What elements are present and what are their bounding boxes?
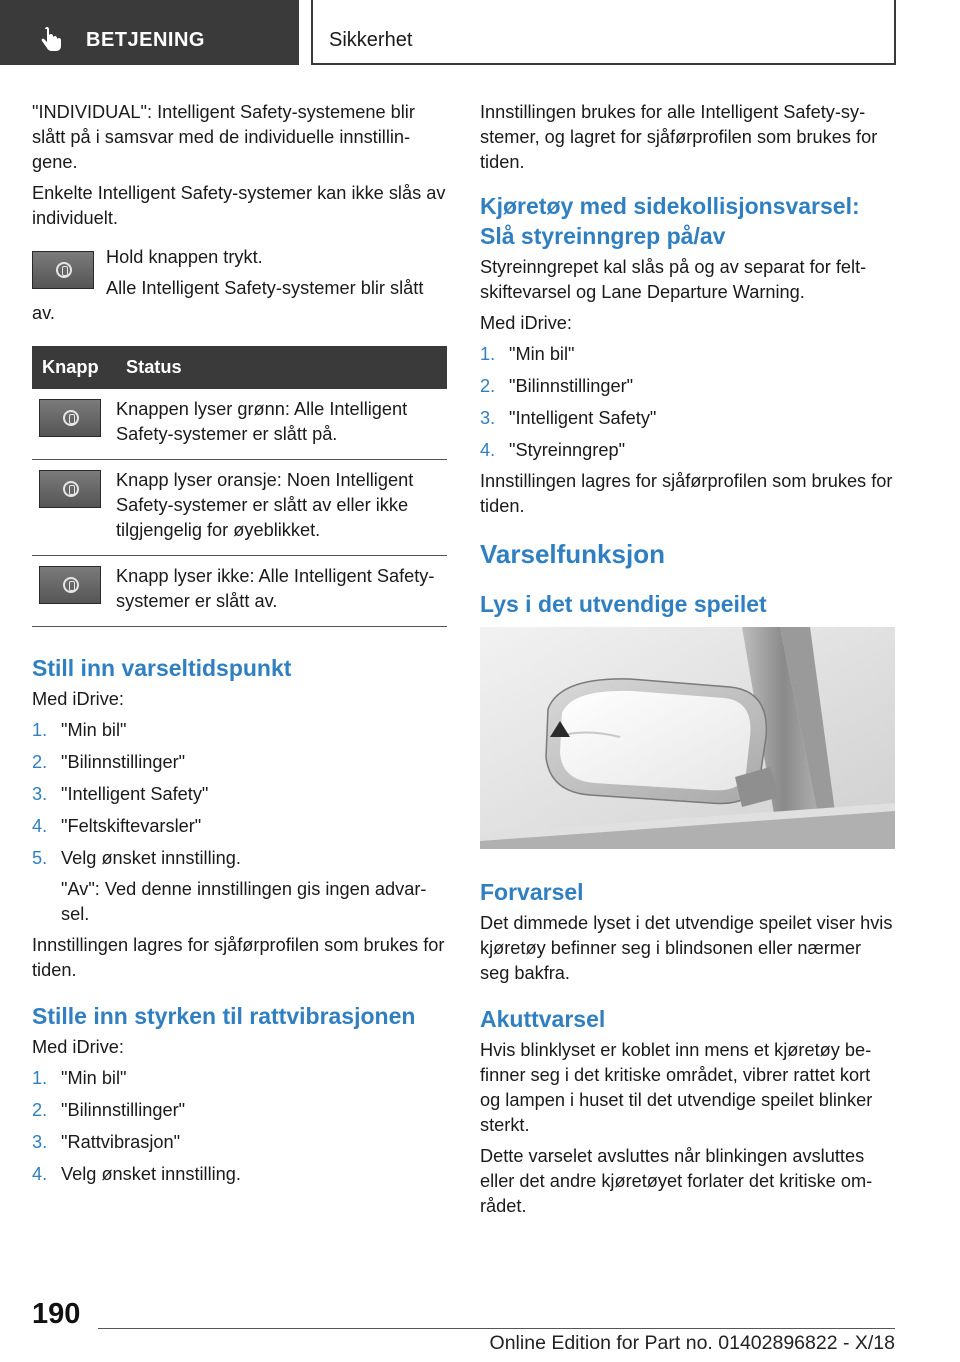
list-item: 2. "Bilinnstillinger" xyxy=(32,752,186,772)
side-mirror-illustration xyxy=(480,627,895,849)
med-idrive-label: Med iDrive: xyxy=(480,313,572,333)
page-number: 190 xyxy=(32,1298,81,1330)
heading-akuttvarsel: Akuttvarsel xyxy=(480,1006,606,1032)
section-tab xyxy=(0,0,299,65)
right-column xyxy=(480,100,895,1225)
hold-instruction: Hold knappen trykt. xyxy=(106,247,263,267)
list-item: 1. "Min bil" xyxy=(480,344,575,364)
individual-note: Enkelte Intelligent Safety-systemer kan ikke slås av individuelt. xyxy=(32,183,446,228)
list-item: 4. Velg ønsket innstilling. xyxy=(32,1164,241,1184)
safety-button-orange-icon xyxy=(39,470,101,508)
list-item: 4. "Styreinngrep" xyxy=(480,440,626,460)
saved-note: Innstillingen lagres for sjåførprofilen som brukes for tiden. xyxy=(480,471,893,516)
list-item: 2. "Bilinnstillinger" xyxy=(480,376,634,396)
section-label: BETJENING xyxy=(86,29,205,51)
saved-note: Innstillingen lagres for sjåførprofilen som brukes for tiden. xyxy=(32,935,445,980)
list-item: 3. "Intelligent Safety" xyxy=(32,784,209,804)
list-item: 3. "Intelligent Safety" xyxy=(480,408,657,428)
safety-button-off-icon xyxy=(39,566,101,604)
table-header-knapp: Knapp xyxy=(32,346,116,389)
steps-list-styreinngrep xyxy=(480,342,895,463)
list-item: 3. "Rattvibrasjon" xyxy=(32,1132,181,1152)
individual-paragraph: "INDIVIDUAL": Intelligent Safety-systemene blir slått på i samsvar med de individuelle innstillingene. xyxy=(32,102,415,172)
steps-list-varseltid xyxy=(32,718,447,871)
table-header-status: Status xyxy=(116,346,447,389)
heading-lys-speilet: Lys i det utvendige speilet xyxy=(480,591,767,617)
hold-result: Alle Intelligent Safety-systemer blir slått av. xyxy=(32,278,424,323)
table-row xyxy=(32,389,447,460)
chapter-label: Sikkerhet xyxy=(329,29,413,51)
heading-sidekollisjon: Kjøretøy med sidekollisjonsvarsel: Slå styreinngrep på/av xyxy=(480,193,860,249)
step-note: "Av": Ved denne innstillingen gis ingen advarsel. xyxy=(61,879,427,924)
list-item: 5. Velg ønsket innstilling. xyxy=(32,848,241,868)
heading-rattvibrasjon: Stille inn styrken til rattvibrasjonen xyxy=(32,1003,416,1029)
heading-varseltidspunkt: Still inn varseltidspunkt xyxy=(32,655,292,681)
footer-divider xyxy=(98,1328,895,1329)
side-mirror-image xyxy=(480,627,895,849)
safety-button-icon xyxy=(32,251,94,289)
list-item: 1. "Min bil" xyxy=(32,1068,127,1088)
status-text: Knapp lyser ikke: Alle Intelligent Safety-systemer er slått av. xyxy=(116,556,447,627)
list-item: 4. "Feltskiftevarsler" xyxy=(32,816,202,836)
list-item: 1. "Min bil" xyxy=(32,720,127,740)
hold-button-block xyxy=(32,245,447,326)
status-text: Knapp lyser oransje: Noen Intelligent Safety-systemer er slått av eller ikke tilgjengelig for øyeblikket. xyxy=(116,460,447,556)
table-row xyxy=(32,460,447,556)
med-idrive-label: Med iDrive: xyxy=(32,689,124,709)
settings-applied-paragraph: Innstillingen brukes for alle Intelligent Safety-systemer, og lagret for sjåførprofilen som brukes for tiden. xyxy=(480,102,878,172)
status-table xyxy=(32,346,447,627)
chapter-header xyxy=(311,0,896,65)
heading-forvarsel: Forvarsel xyxy=(480,879,584,905)
steps-list-rattvib xyxy=(32,1066,447,1187)
med-idrive-label: Med iDrive: xyxy=(32,1037,124,1057)
akuttvarsel-paragraph: Hvis blinklyset er koblet inn mens et kjøretøy befinner seg i det kritiske området, vibrer rattet kort og lampen i huset til det utvendige speilet blinker sterkt. xyxy=(480,1040,873,1135)
pointing-hand-icon xyxy=(38,26,66,54)
left-column xyxy=(32,100,447,1194)
forvarsel-paragraph: Det dimmede lyset i det utvendige speilet viser hvis kjøretøy befinner seg i blindsonen eller nærmer seg bakfra. xyxy=(480,913,893,983)
edition-text: Online Edition for Part no. 01402896822 - X/18 xyxy=(489,1332,895,1354)
avslutt-paragraph: Dette varselet avsluttes når blinkingen avsluttes eller det andre kjøretøyet forlater det kritiske området. xyxy=(480,1146,873,1216)
table-row xyxy=(32,556,447,627)
heading-varselfunksjon: Varselfunksjon xyxy=(480,539,665,569)
list-item: 2. "Bilinnstillinger" xyxy=(32,1100,186,1120)
status-text: Knappen lyser grønn: Alle Intelligent Safety-systemer er slått på. xyxy=(116,389,447,460)
styreinngrep-paragraph: Styreinngrepet kal slås på og av separat for feltskiftevarsel og Lane Departure Warning. xyxy=(480,257,867,302)
safety-button-green-icon xyxy=(39,399,101,437)
